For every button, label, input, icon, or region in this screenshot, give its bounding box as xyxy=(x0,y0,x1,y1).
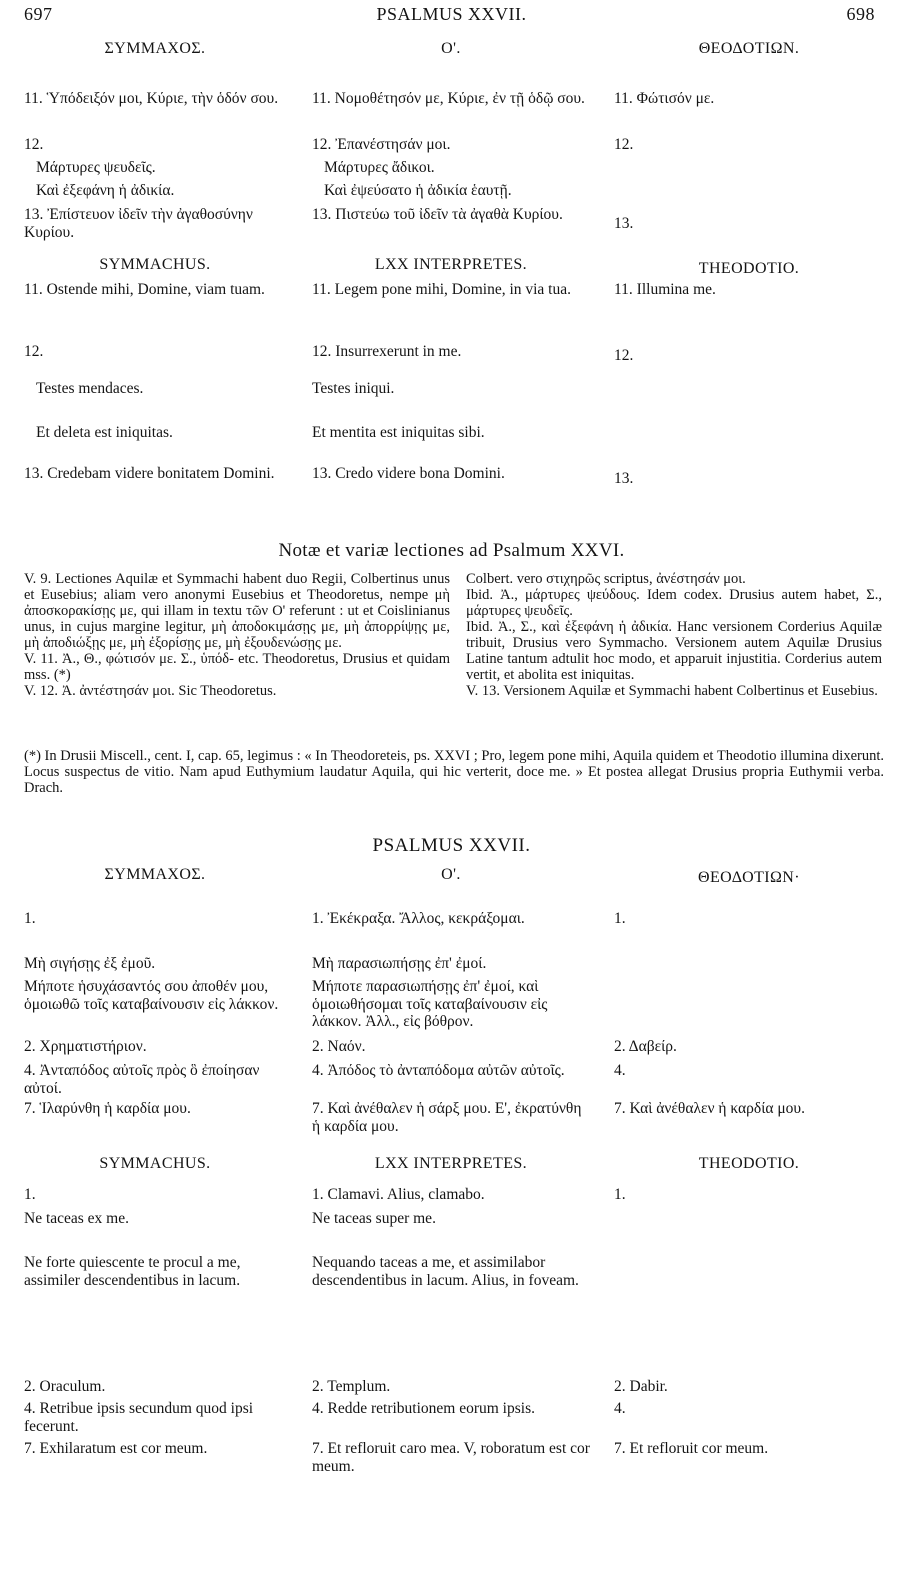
note-paragraph: V. 11. Ἀ., Θ., φώτισόν με. Σ., ὑπόδ- etc. Theodoretus, Drusius et quidam mss. (*) xyxy=(24,651,450,683)
heading-lxx-greek: Ο'. xyxy=(441,40,461,57)
verse-cell: Et deleta est iniquitas. xyxy=(36,424,173,441)
verse-cell: 2. Χρηματιστήριον. xyxy=(24,1038,147,1055)
verse-cell: 1. xyxy=(614,1186,626,1203)
verse-cell: Ne taceas ex me. xyxy=(24,1210,129,1227)
verse-cell: 12. xyxy=(614,347,634,364)
note-paragraph: V. 12. Ἀ. ἀντέστησάν μοι. Sic Theodoretus. xyxy=(24,683,277,699)
verse-cell: 13. xyxy=(614,470,634,487)
verse-cell: Καὶ ἐψεύσατο ἡ ἀδικία ἑαυτῇ. xyxy=(324,182,512,199)
verse-cell: 1. xyxy=(614,910,626,927)
verse-cell: Et mentita est iniquitas sibi. xyxy=(312,424,485,441)
verse-cell: 11. Φώτισόν με. xyxy=(614,90,715,107)
verse-cell: Μήποτε παρασιωπήσῃς ἐπ' ἐμοί, καὶ ὁμοιωθήσομαι τοῖς καταβαίνουσιν εἰς λάκκον. Ἀλλ., εἰς βόθρον. xyxy=(312,978,548,1030)
verse-cell: 4. xyxy=(614,1400,626,1417)
verse-cell: 1. Clamavi. Alius, clamabo. xyxy=(312,1186,485,1203)
heading-symmachus-latin: SYMMACHUS. xyxy=(99,1155,211,1172)
verse-cell: 13. xyxy=(614,215,634,232)
verse-cell: 13. Πιστεύω τοῦ ἰδεῖν τὰ ἀγαθὰ Κυρίου. xyxy=(312,206,563,223)
verse-cell: 7. Et refloruit caro mea. V, roboratum est cor meum. xyxy=(312,1440,590,1475)
notes-right-column xyxy=(466,571,882,699)
verse-cell: Καὶ ἐξεφάνη ἡ ἀδικία. xyxy=(36,182,175,199)
notes-left-column xyxy=(24,571,450,699)
verse-cell: 1. xyxy=(24,910,36,927)
notes-title: Notæ et variæ lectiones ad Psalmum XXVI. xyxy=(278,540,625,561)
verse-cell: Μάρτυρες ἄδικοι. xyxy=(324,159,435,176)
verse-cell: 7. Et refloruit cor meum. xyxy=(614,1440,769,1457)
heading-theodotio-latin: THEODOTIO. xyxy=(698,260,800,277)
verse-cell: Testes mendaces. xyxy=(36,380,144,397)
verse-cell: 11. Legem pone mihi, Domine, in via tua. xyxy=(312,281,571,298)
note-paragraph: Ibid. Ἀ., Σ., καὶ ἐξεφάνη ἡ ἀδικία. Hanc versionem Corderius Aquilæ tribuit, Drusius vero Symmacho. Versionem autem Aquilæ Drusius Latine tantum adtulit hoc modo, et apparuit injustitia. Corderius autem vertit, et abolita est iniquitas. xyxy=(466,619,882,683)
heading-theodotio-latin: THEODOTIO. xyxy=(698,1155,800,1172)
heading-theodotion-greek: ΘΕΟΔΟΤΙΩΝ· xyxy=(698,869,800,886)
verse-cell: Nequando taceas a me, et assimilabor descendentibus in lacum. Alius, in foveam. xyxy=(312,1254,579,1289)
verse-cell: 4. xyxy=(614,1062,626,1079)
verse-cell: 7. Καὶ ἀνέθαλεν ἡ σάρξ μου. Ε', ἐκρατύνθη ἡ καρδία μου. xyxy=(312,1100,582,1135)
psalm-title: PSALMUS XXVII. xyxy=(372,835,531,856)
verse-cell: 1. Ἐκέκραξα. Ἄλλος, κεκράξομαι. xyxy=(312,910,525,927)
heading-lxx-greek: Ο'. xyxy=(441,866,461,883)
verse-cell: 2. Δαβείρ. xyxy=(614,1038,677,1055)
verse-cell: Μὴ παρασιωπήσῃς ἐπ' ἐμοί. xyxy=(312,955,487,972)
heading-symmachus-greek: ΣΥΜΜΑΧΟΣ. xyxy=(104,40,206,57)
note-paragraph: V. 13. Versionem Aquilæ et Symmachi habent Colbertinus et Eusebius. xyxy=(466,683,878,699)
verse-cell: Μὴ σιγήσῃς ἐξ ἐμοῦ. xyxy=(24,955,156,972)
verse-cell: 11. Illumina me. xyxy=(614,281,716,298)
heading-symmachus-greek: ΣΥΜΜΑΧΟΣ. xyxy=(104,866,206,883)
verse-cell: 7. Καὶ ἀνέθαλεν ἡ καρδία μου. xyxy=(614,1100,805,1117)
verse-cell: 11. Ὑπόδειξόν μοι, Κύριε, τὴν ὁδόν σου. xyxy=(24,90,279,107)
verse-cell: 12. xyxy=(24,136,44,153)
verse-cell: 13. Credo videre bona Domini. xyxy=(312,465,505,482)
verse-cell: 2. Oraculum. xyxy=(24,1378,106,1395)
verse-cell: 11. Νομοθέτησόν με, Κύριε, ἐν τῇ ὁδῷ σου. xyxy=(312,90,585,107)
verse-cell: Ne taceas super me. xyxy=(312,1210,436,1227)
verse-cell: 2. Dabir. xyxy=(614,1378,668,1395)
verse-cell: Testes iniqui. xyxy=(312,380,395,397)
verse-cell: 13. Ἐπίστευον ἰδεῖν τὴν ἀγαθοσύνην Κυρίου. xyxy=(24,206,253,241)
verse-cell: Ne forte quiescente te procul a me, assimiler descendentibus in lacum. xyxy=(24,1254,241,1289)
verse-cell: 13. Credebam videre bonitatem Domini. xyxy=(24,465,275,482)
page-number-right: 698 xyxy=(846,4,875,24)
verse-cell: 11. Ostende mihi, Domine, viam tuam. xyxy=(24,281,265,298)
verse-cell: 4. Ἀνταπόδος αὐτοῖς πρὸς ὃ ἐποίησαν αὐτοί. xyxy=(24,1062,260,1097)
note-paragraph: V. 9. Lectiones Aquilæ et Symmachi habent duo Regii, Colbertinus unus et Eusebius; aliam vero anonymi Eusebius et Theodoretus, nempe μὴ ἀποσκορακίσῃς με, qui illam in textu τῶν Ο' referunt : ut et Coislinianus unus, in cujus margine legitur, μὴ ἀποδοκιμάσῃς με, μὴ ἀπορρίψῃς με, μὴ ἀποδιώξῃς με, μὴ ἐξορίσῃς με, μὴ ἐξουδενώσῃς με. xyxy=(24,571,450,651)
heading-symmachus-latin: SYMMACHUS. xyxy=(99,256,211,273)
footnote: (*) In Drusii Miscell., cent. I, cap. 65, legimus : « In Theodoreteis, ps. XXVI ; Pro, legem pone mihi, Aquila quidem et Theodotio illumina dixerunt. Locus suspectus de vitio. Nam apud Euthymium laudatur Aquila, qui hic verterit, doce me. » Et postea allegat Drusius propria Euthymii verba. Drach. xyxy=(24,748,884,796)
verse-cell: Μήποτε ἡσυχάσαντός σου ἀποθέν μου, ὁμοιωθῶ τοῖς καταβαίνουσιν εἰς λάκκον. xyxy=(24,978,279,1013)
verse-cell: 12. Insurrexerunt in me. xyxy=(312,343,462,360)
running-title: PSALMUS XXVII. xyxy=(376,4,527,24)
verse-cell: 4. Redde retributionem eorum ipsis. xyxy=(312,1400,535,1417)
verse-cell: 2. Templum. xyxy=(312,1378,391,1395)
page-number-left: 697 xyxy=(24,4,53,24)
verse-cell: Μάρτυρες ψευδεῖς. xyxy=(36,159,156,176)
verse-cell: 12. Ἐπανέστησάν μοι. xyxy=(312,136,451,153)
verse-cell: 7. Ἱλαρύνθη ἡ καρδία μου. xyxy=(24,1100,191,1117)
verse-cell: 2. Ναόν. xyxy=(312,1038,366,1055)
note-paragraph: Ibid. Ἀ., μάρτυρες ψεύδους. Idem codex. Drusius autem habet, Σ., μάρτυρες ψευδεῖς. xyxy=(466,587,882,619)
verse-cell: 4. Retribue ipsis secundum quod ipsi fecerunt. xyxy=(24,1400,254,1435)
verse-cell: 12. xyxy=(614,136,634,153)
verse-cell: 12. xyxy=(24,343,44,360)
heading-lxx-latin: LXX INTERPRETES. xyxy=(374,1155,528,1172)
heading-lxx-latin: LXX INTERPRETES. xyxy=(374,256,528,273)
verse-cell: 4. Ἀπόδος τὸ ἀνταπόδομα αὐτῶν αὐτοῖς. xyxy=(312,1062,565,1079)
verse-cell: 1. xyxy=(24,1186,36,1203)
note-paragraph: Colbert. vero στιχηρῶς scriptus, ἀνέστησάν μοι. xyxy=(466,571,746,587)
verse-cell: 7. Exhilaratum est cor meum. xyxy=(24,1440,208,1457)
heading-theodotion-greek: ΘΕΟΔΟΤΙΩΝ. xyxy=(698,40,800,57)
